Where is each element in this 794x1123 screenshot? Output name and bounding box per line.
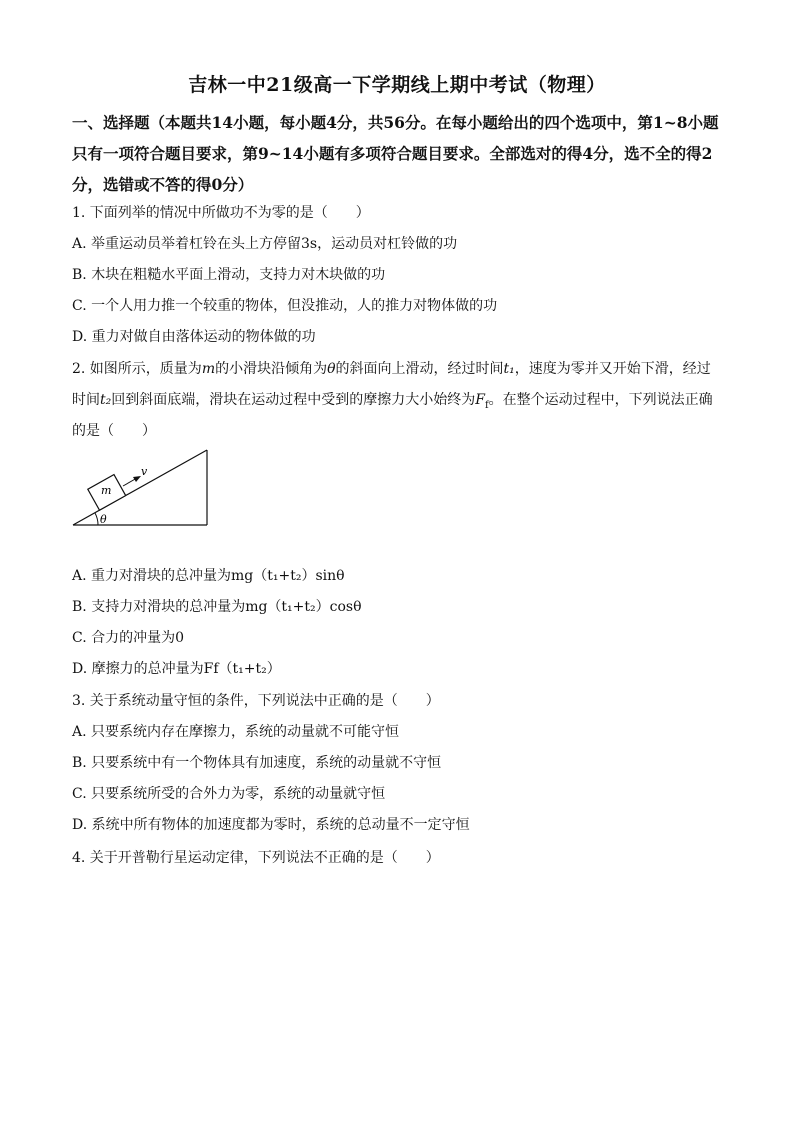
- q2-stem-line3: 的是（ ）: [72, 423, 156, 439]
- q2-symbol-t1: t₁: [503, 361, 515, 377]
- q3-option-a: A. 只要系统内存在摩擦力，系统的动量就不可能守恒: [72, 724, 400, 740]
- q2-symbol-ff: F: [475, 392, 485, 408]
- q2-text: 。在整个运动过程中，下列说法正确: [488, 392, 713, 408]
- q2-stem-line1: [72, 359, 711, 379]
- q2-text: 的小滑块沿倾角为: [215, 361, 328, 377]
- block-label: m: [101, 484, 112, 497]
- q2-stem-line2: [72, 390, 713, 416]
- q2-symbol-t2: t₂: [100, 392, 112, 408]
- q2-option-d: D. 摩擦力的总冲量为Ff（t₁+t₂）: [72, 661, 281, 677]
- q2-option-a: A. 重力对滑块的总冲量为mg（t₁+t₂）sinθ: [72, 568, 345, 584]
- section-heading: 一、选择题（本题共14小题，每小题4分，共56分。在每小题给出的四个选项中，第1~8小题只有一项符合题目要求，第9~14小题有多项符合题目要求。全部选对的得4分，选不全的得2分，选错或不答的得0分）: [72, 113, 719, 194]
- page-title: 吉林一中21级高一下学期线上期中考试（物理）: [188, 74, 606, 96]
- q3-stem: 3. 关于系统动量守恒的条件，下列说法中正确的是（ ）: [72, 693, 440, 709]
- q2-text: 回到斜面底端，滑块在运动过程中受到的摩擦力大小始终为: [111, 392, 476, 408]
- q3-option-c: C. 只要系统所受的合外力为零，系统的动量就守恒: [72, 786, 386, 802]
- q2-symbol-m: m: [201, 361, 216, 377]
- q1-option-b: B. 木块在粗糙水平面上滑动，支持力对木块做的功: [72, 267, 386, 283]
- q1-option-a: A. 举重运动员举着杠铃在头上方停留3s，运动员对杠铃做的功: [72, 236, 458, 252]
- q2-text: 的斜面向上滑动，经过时间: [335, 361, 504, 377]
- q2-option-b: B. 支持力对滑块的总冲量为mg（t₁+t₂）cosθ: [72, 599, 362, 615]
- q4-stem: 4. 关于开普勒行星运动定律，下列说法不正确的是（ ）: [72, 850, 440, 866]
- q2-text: 时间: [72, 392, 100, 408]
- incline-diagram: [70, 448, 215, 530]
- q2-text: 2. 如图所示，质量为: [72, 361, 202, 377]
- q1-option-c: C. 一个人用力推一个较重的物体，但没推动，人的推力对物体做的功: [72, 298, 498, 314]
- q3-option-b: B. 只要系统中有一个物体具有加速度，系统的动量就不守恒: [72, 755, 442, 771]
- q2-option-c: C. 合力的冲量为0: [72, 630, 185, 646]
- q2-symbol-theta: θ: [327, 361, 336, 377]
- angle-label: θ: [100, 513, 107, 526]
- angle-arc: [95, 513, 98, 525]
- q2-text: ，速度为零并又开始下滑，经过: [514, 361, 711, 377]
- q1-option-d: D. 重力对做自由落体运动的物体做的功: [72, 329, 316, 345]
- velocity-arrowhead: [133, 476, 141, 482]
- velocity-label: v: [141, 465, 148, 478]
- q2-symbol-ff-sub: f: [484, 399, 489, 411]
- q1-stem: 1. 下面列举的情况中所做功不为零的是（ ）: [72, 205, 370, 221]
- q3-option-d: D. 系统中所有物体的加速度都为零时，系统的总动量不一定守恒: [72, 817, 470, 833]
